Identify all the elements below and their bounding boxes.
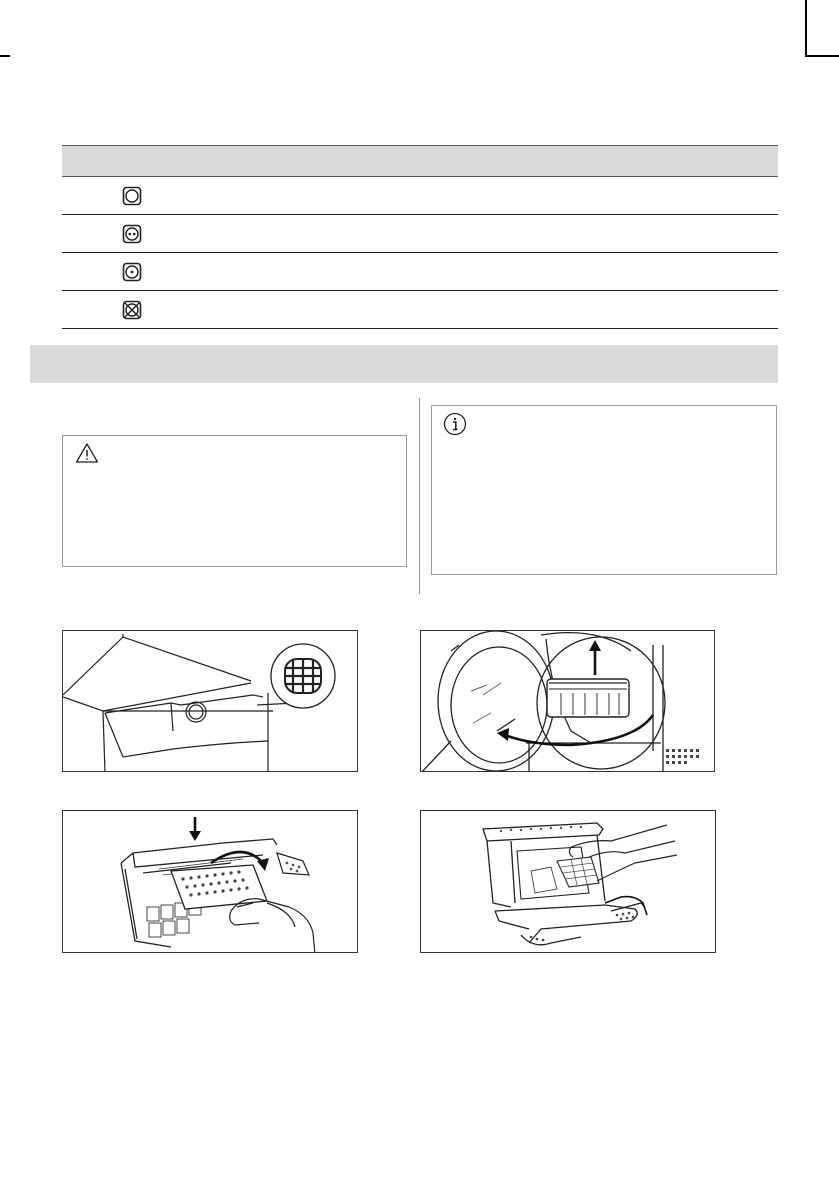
circle-in-square-icon bbox=[122, 186, 142, 206]
crop-mark-left-h bbox=[0, 55, 10, 57]
figure-filter-cleaning-by-hand bbox=[420, 810, 716, 953]
table-row bbox=[62, 253, 778, 291]
table-row bbox=[62, 291, 778, 329]
warning-box bbox=[62, 435, 407, 567]
figure-dryer-door-filter-removal bbox=[420, 630, 715, 772]
figure-dryer-top-filter-location bbox=[62, 630, 358, 772]
section-heading-band bbox=[30, 345, 778, 383]
crossed-circle-icon bbox=[122, 300, 142, 320]
column-divider bbox=[419, 398, 420, 594]
warning-triangle-icon bbox=[75, 442, 99, 464]
table-row bbox=[62, 215, 778, 253]
crop-mark-right-v bbox=[805, 0, 807, 55]
table-row bbox=[62, 177, 778, 215]
info-icon bbox=[443, 412, 467, 436]
figure-filter-press-open bbox=[62, 810, 358, 953]
info-box bbox=[431, 405, 777, 575]
two-dots-in-circle-icon bbox=[122, 224, 142, 244]
care-symbols-table bbox=[62, 145, 778, 329]
table-header bbox=[62, 145, 778, 177]
one-dot-in-circle-icon bbox=[122, 262, 142, 282]
crop-mark-right-h bbox=[805, 55, 839, 57]
